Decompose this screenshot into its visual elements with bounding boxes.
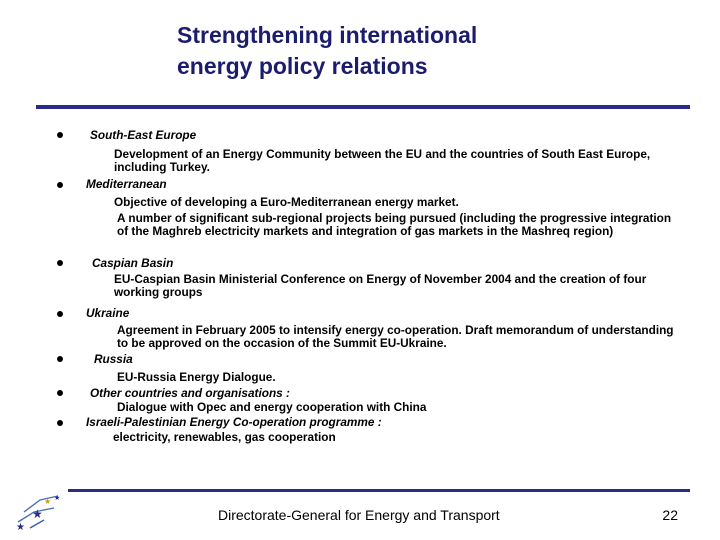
bullet-detail: EU-Caspian Basin Ministerial Conference on Energy of November 2004 and the creation of four working groups	[114, 272, 647, 299]
footer-divider	[68, 489, 690, 492]
bullet-icon	[57, 356, 63, 362]
bullet-detail: A number of significant sub-regional projects being pursued (including the progressive integration of the Maghreb electricity markets and integration of gas markets in the Mashreq region)	[117, 211, 672, 238]
bullet-icon	[57, 420, 63, 426]
bullet-heading: Mediterranean	[86, 177, 167, 191]
bullet-icon	[57, 260, 63, 266]
footer-text: Directorate-General for Energy and Transport	[218, 507, 500, 523]
bullet-heading: Ukraine	[86, 306, 130, 320]
bullet-detail: Dialogue with Opec and energy cooperation with China	[117, 400, 427, 414]
page-number: 22	[662, 507, 678, 523]
bullet-icon	[57, 390, 63, 396]
title-line-2: energy policy relations	[177, 53, 428, 79]
svg-text:★: ★	[54, 494, 61, 502]
bullet-detail: Agreement in February 2005 to intensify energy co-operation. Draft memorandum of understanding to be approved on the occasion of the Summit EU-Ukraine.	[117, 323, 674, 350]
svg-text:★: ★	[16, 522, 25, 533]
bullet-heading: Russia	[94, 352, 133, 366]
bullet-icon	[57, 311, 63, 317]
bullet-heading: Caspian Basin	[92, 256, 174, 270]
bullet-detail: EU-Russia Energy Dialogue.	[117, 370, 276, 384]
bullet-detail: Development of an Energy Community between the EU and the countries of South East Europe, including Turkey.	[114, 147, 651, 174]
bullet-heading: Other countries and organisations :	[90, 386, 290, 400]
bullet-detail: electricity, renewables, gas cooperation	[113, 430, 336, 444]
svg-text:★: ★	[32, 507, 43, 521]
bullet-icon	[57, 132, 63, 138]
eu-stars-logo-icon	[10, 490, 70, 535]
title-line-1: Strengthening international	[177, 22, 478, 48]
bullet-heading: South-East Europe	[90, 128, 197, 142]
bullet-detail: Objective of developing a Euro-Mediterranean energy market.	[114, 195, 459, 209]
bullet-icon	[57, 182, 63, 188]
bullet-heading: Israeli-Palestinian Energy Co-operation programme :	[86, 415, 382, 429]
svg-text:★: ★	[44, 497, 52, 506]
